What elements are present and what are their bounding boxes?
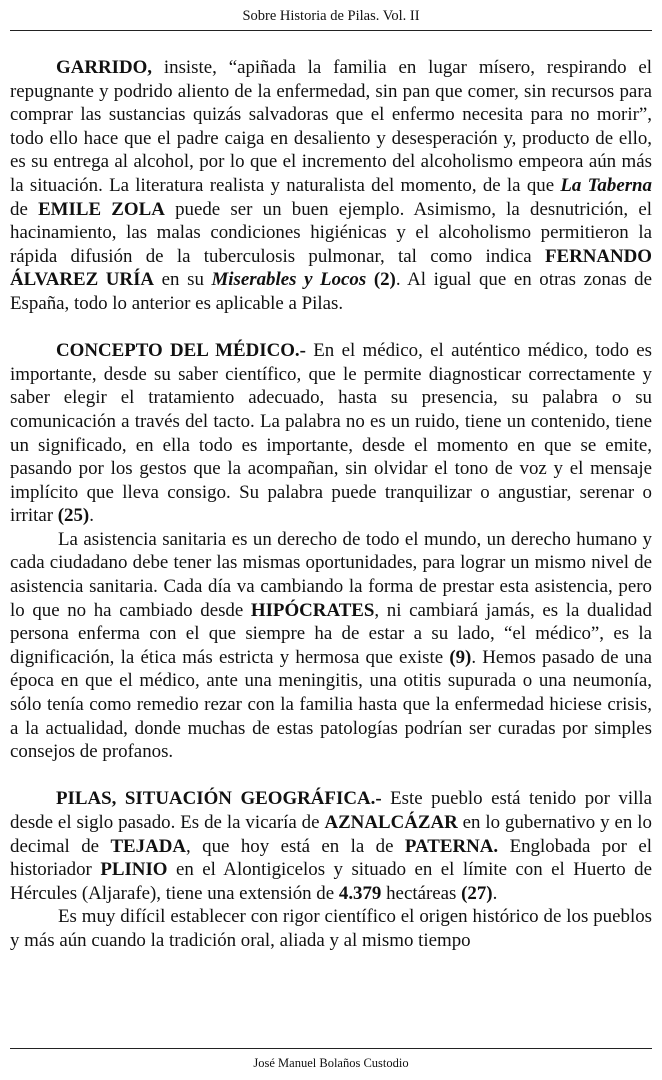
text-span: La asistencia sanitaria es un derecho de todo el mundo, un derecho humano y cada ciudadano debe tener las mismas oportunidades, para lograr un mismo nivel de asistencia sanitaria. Cada día va cambiando la forma de prestar esta asistencia, pero lo que no ha cambiado desde — [10, 528, 652, 621]
book-title-miserables: Miserables y Locos — [211, 269, 367, 291]
text-span: . — [492, 882, 498, 904]
paragraph-garrido — [10, 56, 652, 316]
section-heading-situacion: PILAS, SITUACIÓN GEOGRÁFICA.- — [56, 788, 382, 810]
running-header: Sobre Historia de Pilas. Vol. II — [242, 8, 420, 24]
footer-rule — [10, 1048, 652, 1049]
body-text — [10, 56, 652, 953]
paragraph-concepto-medico — [10, 339, 652, 528]
area-value: 4.379 — [338, 882, 382, 904]
text-span: insiste, “apiñada la familia en lugar mísero, respirando el repugnante y podrido aliento de la enfermedad, sin pan que comer, sin recursos para comprar las sustancias quizás salvadoras que el enfermo necesita para no morir”, todo ello hace que el padre caiga en desaliento y desesperación y, producto de ello, es su entrega al alcohol, por lo que el incremento del alcoholismo empeora aún más la situación. La literatura realista y naturalista del momento, de la que — [10, 57, 652, 196]
text-span: en su — [154, 269, 212, 291]
text-span: . Hemos pasado de una época en que el médico, ante una meningitis, una otitis supurada o una neumonía, sólo tenía como remedio rezar con la familia hasta que la enfermedad hiciese crisis, a la actualidad, donde muchas de estas patologías podrían ser curadas por simples consejos de profanos. — [10, 646, 652, 763]
text-span: , que hoy está en la de — [186, 835, 405, 857]
author-name-zola: EMILE ZOLA — [38, 198, 165, 220]
place-name-aznalcazar: AZNALCÁZAR — [324, 812, 458, 833]
text-span: en lo gubernativo y en lo decimal de — [10, 812, 652, 857]
text-span: , ni cambiará jamás, es la dualidad persona enferma con el que siempre ha de estar a su lado, “el médico”, es la dignificación, la ética más estricta y hermosa que existe — [10, 599, 652, 668]
book-title-la-taberna: La Taberna — [560, 174, 653, 196]
paragraph-origen-historico — [10, 905, 652, 952]
reference-number: (9) — [449, 646, 472, 668]
text-span: de — [10, 198, 39, 220]
place-name-tejada: TEJADA — [110, 835, 187, 857]
place-name-paterna: PATERNA. — [404, 835, 499, 857]
paragraph-situacion-geografica — [10, 787, 652, 905]
reference-number: (25) — [57, 505, 90, 527]
paragraph-asistencia — [10, 528, 652, 764]
author-name-hipocrates: HIPÓCRATES — [250, 599, 375, 621]
running-footer: José Manuel Bolaños Custodio — [253, 1056, 409, 1070]
author-name-alvarez-uria: FERNANDO ÁLVAREZ URÍA — [10, 245, 652, 291]
author-name-plinio: PLINIO — [100, 859, 168, 881]
text-span: En el médico, el auténtico médico, todo es importante, desde su saber científico, que le permite diagnosticar correctamente y saber elegir el tratamiento adecuado, hasta su presencia, su palabra o su comunicación a través del tacto. La palabra no es un ruido, tiene un contenido, tiene un significado, en ella todo es importante, desde el momento en que se emite, pasando por los gestos que la acompañan, sin olvidar el tono de voz y el mensaje implícito que lleva consigo. Su palabra puede tranquilizar o angustiar, serenar o irritar — [10, 340, 652, 527]
reference-number: (2) — [366, 269, 396, 291]
text-span: puede ser un buen ejemplo. Asimismo, la desnutrición, el hacinamiento, las malas condiciones higiénicas y el alcoholismo permitieron la rápida difusión de la tuberculosis pulmonar, tal como indica — [10, 198, 653, 267]
reference-number: (27) — [461, 882, 493, 904]
text-span: hectáreas — [381, 882, 462, 904]
text-span: en el Alontigicelos y situado en el límite con el Huerto de Hércules (Aljarafe), tiene una extensión de — [10, 859, 652, 904]
text-span: . — [89, 505, 94, 527]
text-span: Este pueblo está tenido por villa desde el siglo pasado. Es de la vicaría de — [10, 788, 652, 833]
author-name-garrido: GARRIDO, — [56, 57, 153, 78]
text-span: Englobada por el historiador — [10, 835, 652, 881]
text-span: Es muy difícil establecer con rigor científico el origen histórico de los pueblos y más aún cuando la tradición oral, aliada y al mismo tiempo — [10, 906, 652, 951]
header-rule — [10, 30, 652, 31]
section-heading-concepto: CONCEPTO DEL MÉDICO.- — [56, 340, 306, 362]
text-span: . Al igual que en otras zonas de España, todo lo anterior es aplicable a Pilas. — [10, 269, 653, 314]
